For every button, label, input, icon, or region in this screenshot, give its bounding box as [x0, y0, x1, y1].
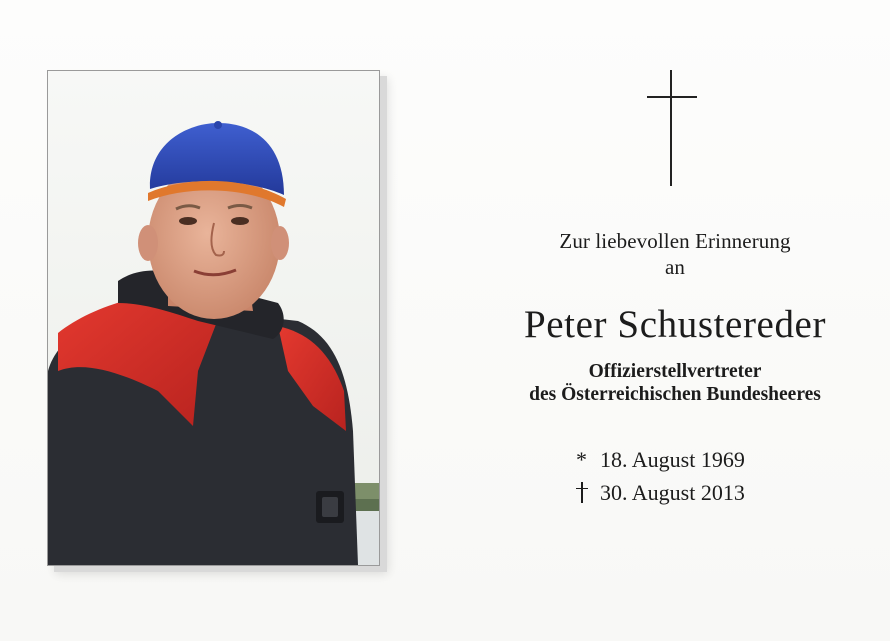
portrait-photo [47, 70, 380, 566]
life-dates [576, 443, 745, 509]
birth-row [576, 443, 745, 476]
rank-line-2: des Österreichischen Bundesheeres [529, 384, 821, 405]
intro-line-1: Zur liebevollen Erinnerung [559, 229, 791, 253]
rank-line-1: Offizierstellvertreter [588, 361, 762, 382]
cross-horizontal-bar [647, 96, 697, 98]
death-row [576, 476, 745, 509]
birth-symbol: * [576, 447, 587, 472]
intro-text [470, 228, 880, 280]
rank-text [470, 360, 880, 406]
deceased-name: Peter Schustereder [523, 303, 827, 346]
intro-line-2: an [664, 255, 686, 279]
cross-vertical-bar [670, 70, 672, 186]
cross-icon [647, 70, 697, 186]
dagger-icon [576, 482, 588, 504]
death-date: 30. August 2013 [600, 480, 745, 505]
birth-date: 18. August 1969 [600, 447, 745, 472]
